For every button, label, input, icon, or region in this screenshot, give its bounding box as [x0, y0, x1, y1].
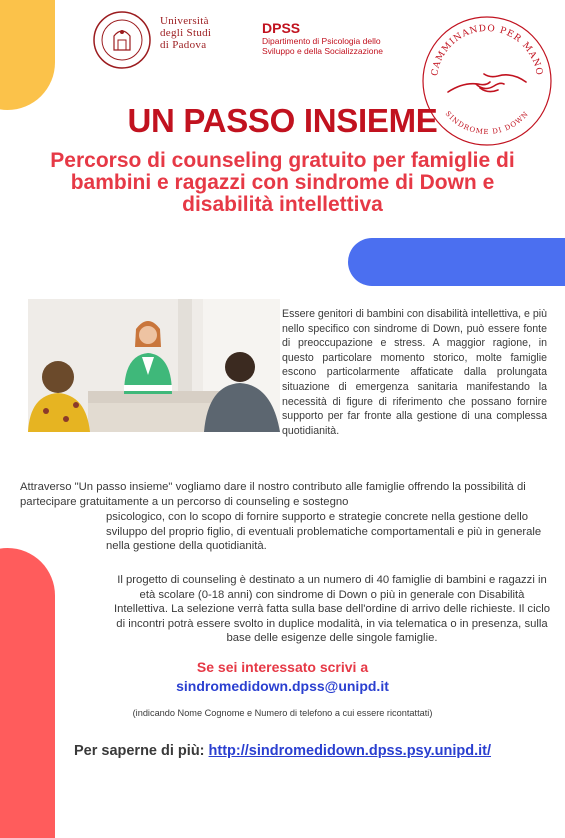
purpose-paragraph-rest: psicologico, con lo scopo di fornire supporto e strategie concrete nella gestione dello sviluppo del proprio figlio, di eventuali problematiche comportamentali e più in generale nella gestione della quotidianità. — [106, 511, 542, 553]
counseling-session-photo — [28, 299, 280, 432]
holding-hands-icon — [448, 74, 526, 92]
svg-text:CAMMINANDO PER MANO: CAMMINANDO PER MANO — [430, 23, 544, 77]
contact-note: (indicando Nome Cognome e Numero di telefono a cui essere ricontattati) — [132, 708, 433, 718]
university-seal-logo — [92, 10, 152, 70]
decorative-yellow-shape — [0, 0, 55, 110]
page-subtitle: Percorso di counseling gratuito per famiglie di bambini e ragazzi con sindrome di Down e disabilità intellettiva — [50, 149, 515, 216]
decorative-blue-shape — [348, 238, 565, 286]
details-paragraph: Il progetto di counseling è destinato a un numero di 40 famiglie di bambini e ragazzi in età scolare (0-18 anni) con sindrome di Down o più in generale con Disabilità Intellettiva. La selezione verrà fatta sulla base dell'ordine di arrivo delle richieste. Il ciclo di incontri potrà essere svolto in duplice modalità, in via telematica o in presenza, sulla base delle esigenze delle singole famiglie. — [113, 574, 551, 645]
intro-paragraph: Essere genitori di bambini con disabilità intellettiva, e più nello specifico con sindrome di Down, può essere fonte di preoccupazione e stress. A maggior ragione, in questo particolare momento storico, molte famiglie escono particolarmente affaticate dalla prolungata situazione di emergenza sanitaria manifestando la necessità di figure di riferimento che possano fornire supporto per far fronte alla gestione di una complessa quotidianità. — [282, 308, 547, 437]
more-info-label: Per saperne di più: — [73, 743, 205, 759]
department-name-line: Dipartimento di Psicologia dello — [262, 36, 381, 46]
more-info — [0, 743, 565, 759]
page-title: UN PASSO INSIEME — [127, 102, 438, 139]
university-name: Università degli Studi di Padova — [160, 15, 212, 51]
department-block — [262, 20, 383, 56]
purpose-paragraph-lead: Attraverso "Un passo insieme" vogliamo dare il nostro contributo alle famiglie offrendo la possibilità di partecipare gratuitamente a un percorso di counseling e sostegno — [20, 481, 526, 508]
website-link[interactable]: http://sindromedidown.dpss.psy.unipd.it/ — [208, 743, 492, 759]
contact-email-link[interactable]: sindromedidown.dpss@unipd.it — [176, 678, 389, 694]
svg-text:SINDROME DI DOWN: SINDROME DI DOWN — [443, 109, 531, 137]
department-name-line: Sviluppo e della Socializzazione — [262, 46, 383, 56]
department-acronym: DPSS — [262, 20, 301, 36]
contact-prompt: Se sei interessato scrivi a — [196, 659, 369, 675]
